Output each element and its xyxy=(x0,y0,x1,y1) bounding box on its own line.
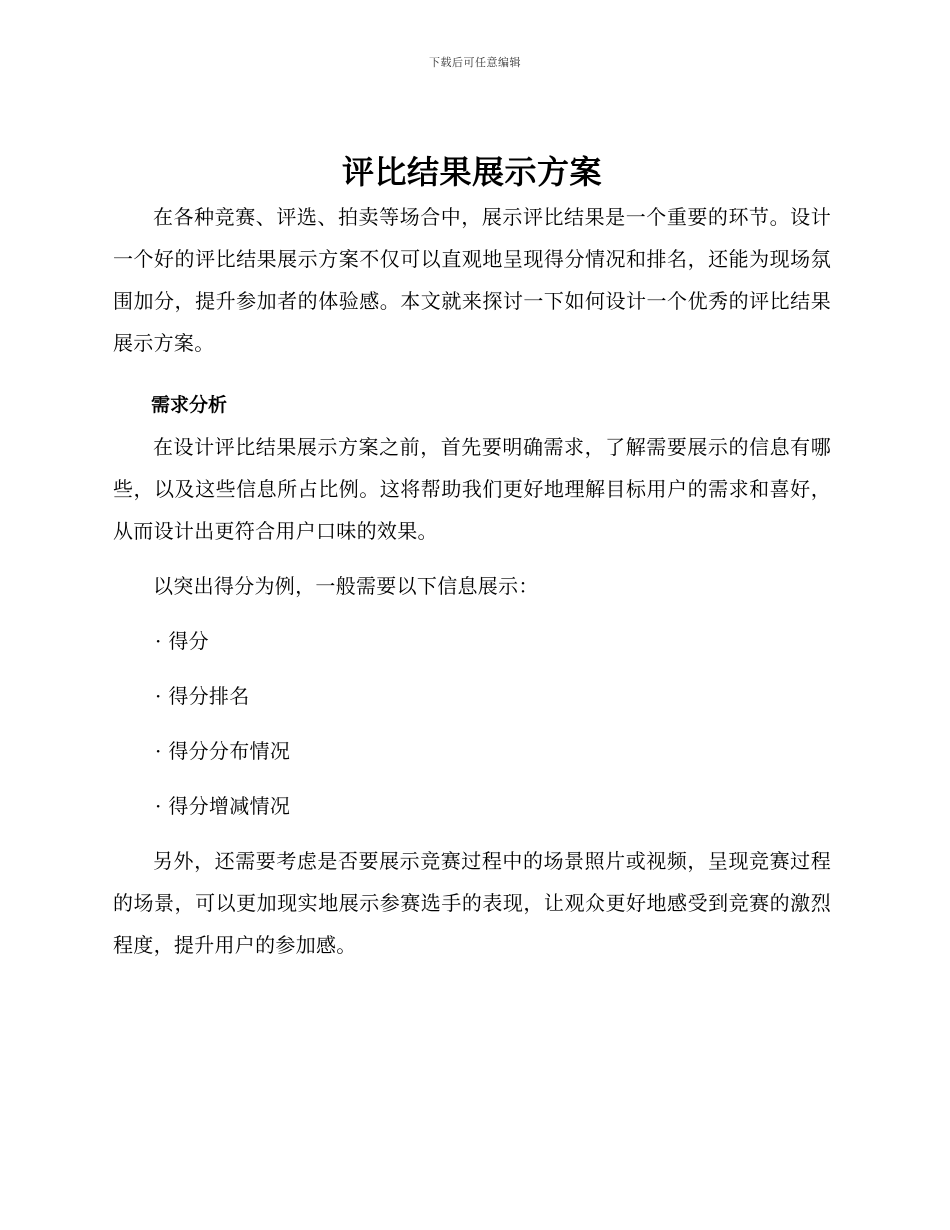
intro-paragraph: 在各种竞赛、评选、拍卖等场合中，展示评比结果是一个重要的环节。设计一个好的评比结果展示方案不仅可以直观地呈现得分情况和排名，还能为现场氛围加分，提升参加者的体验感。本文就来探讨一下如何设计一个优秀的评比结果展示方案。 xyxy=(113,205,831,355)
section-heading: 需求分析 xyxy=(151,394,228,416)
example-lead-paragraph: 以突出得分为例，一般需要以下信息展示： xyxy=(153,574,539,598)
list-item: · 得分排名 xyxy=(155,684,250,708)
info-list xyxy=(113,620,831,827)
document-title: 评比结果展示方案 xyxy=(341,153,602,191)
closing-paragraph: 另外，还需要考虑是否要展示竞赛过程中的场景照片或视频，呈现竞赛过程的场景，可以更加现实地展示参赛选手的表现，让观众更好地感受到竞赛的激烈程度，提升用户的参加感。 xyxy=(113,849,831,957)
list-item: · 得分增减情况 xyxy=(155,794,291,818)
list-item: · 得分分布情况 xyxy=(155,739,291,763)
list-item: · 得分 xyxy=(155,629,209,653)
page-header-note: 下载后可任意编辑 xyxy=(429,56,521,69)
document-body xyxy=(113,148,831,966)
requirements-paragraph: 在设计评比结果展示方案之前，首先要明确需求，了解需要展示的信息有哪些，以及这些信息所占比例。这将帮助我们更好地理解目标用户的需求和喜好，从而设计出更符合用户口味的效果。 xyxy=(113,435,831,543)
